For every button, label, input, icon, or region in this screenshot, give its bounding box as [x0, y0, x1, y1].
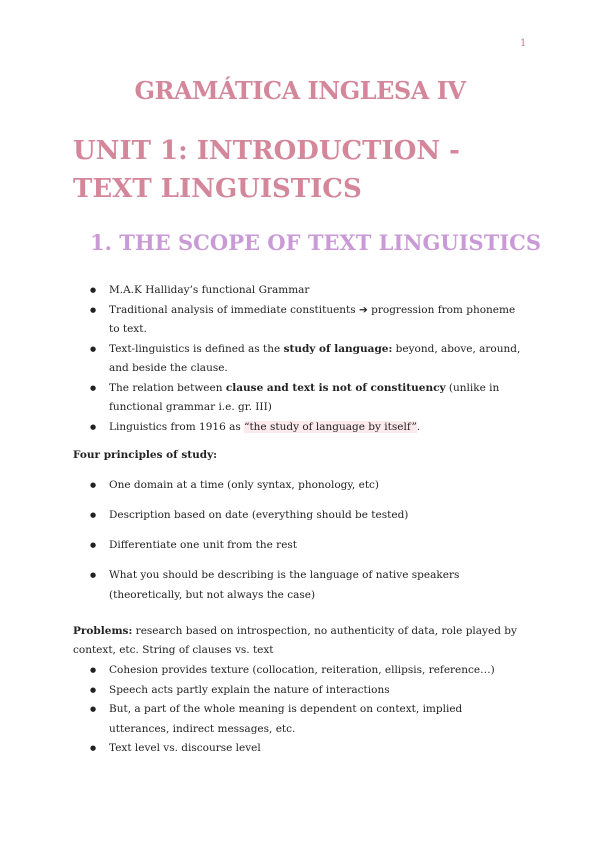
list-item: ● Differentiate one unit from the rest [73, 536, 523, 556]
problems-text: research based on introspection, no authenticity of data, role played by context, etc. String of clauses vs. text [73, 625, 517, 656]
list-item [73, 379, 523, 418]
item-text: Linguistics from 1916 as [109, 420, 245, 433]
page-number: 1 [520, 38, 527, 49]
list-item: ● One domain at a time (only syntax, phonology, etc) [73, 476, 523, 496]
list-item [73, 340, 523, 379]
problems-list [73, 661, 523, 759]
item-text: (unlike in functional grammar i.e. gr. III) [109, 381, 500, 413]
list-item [73, 301, 523, 340]
item-text: M.A.K Halliday’s functional Grammar [109, 284, 310, 296]
scope-list [73, 281, 523, 437]
item-text: beyond, above, around, and beside the clause. [109, 342, 521, 374]
list-item: ● Speech acts partly explain the nature of interactions [73, 681, 523, 701]
list-item: ● What you should be describing is the language of native speakers (theoretically, but not always the case) [73, 566, 523, 605]
item-bold-text: study of language: [283, 342, 393, 355]
problems-paragraph [73, 622, 528, 660]
section-title: 1. THE SCOPE OF TEXT LINGUISTICS [90, 230, 542, 255]
item-bold-text: clause and text is not of constituency [225, 381, 446, 394]
list-item [73, 281, 523, 301]
unit-title: UNIT 1: INTRODUCTION - TEXT LINGUISTICS [73, 136, 460, 204]
document-title: GRAMÁTICA INGLESA IV [134, 76, 466, 105]
item-text: Text-linguistics is defined as the [109, 342, 284, 355]
problems-label: Problems: [73, 625, 133, 637]
list-item: ● But, a part of the whole meaning is dependent on context, implied utterances, indirect messages, etc. [73, 700, 523, 739]
item-text: The relation between [109, 381, 226, 394]
list-item: ● Cohesion provides texture (collocation, reiteration, ellipsis, reference…) [73, 661, 523, 681]
principles-label: Four principles of study: [73, 449, 218, 461]
item-text: . [416, 420, 421, 433]
item-text: Traditional analysis of immediate constituents ➔ progression from phoneme to text. [109, 303, 516, 335]
list-item: ● Text level vs. discourse level [73, 739, 523, 759]
principles-list [73, 476, 523, 616]
item-highlight-text: “the study of language by itself” [244, 420, 417, 433]
list-item [73, 418, 523, 438]
list-item: ● Description based on date (everything should be tested) [73, 506, 523, 526]
